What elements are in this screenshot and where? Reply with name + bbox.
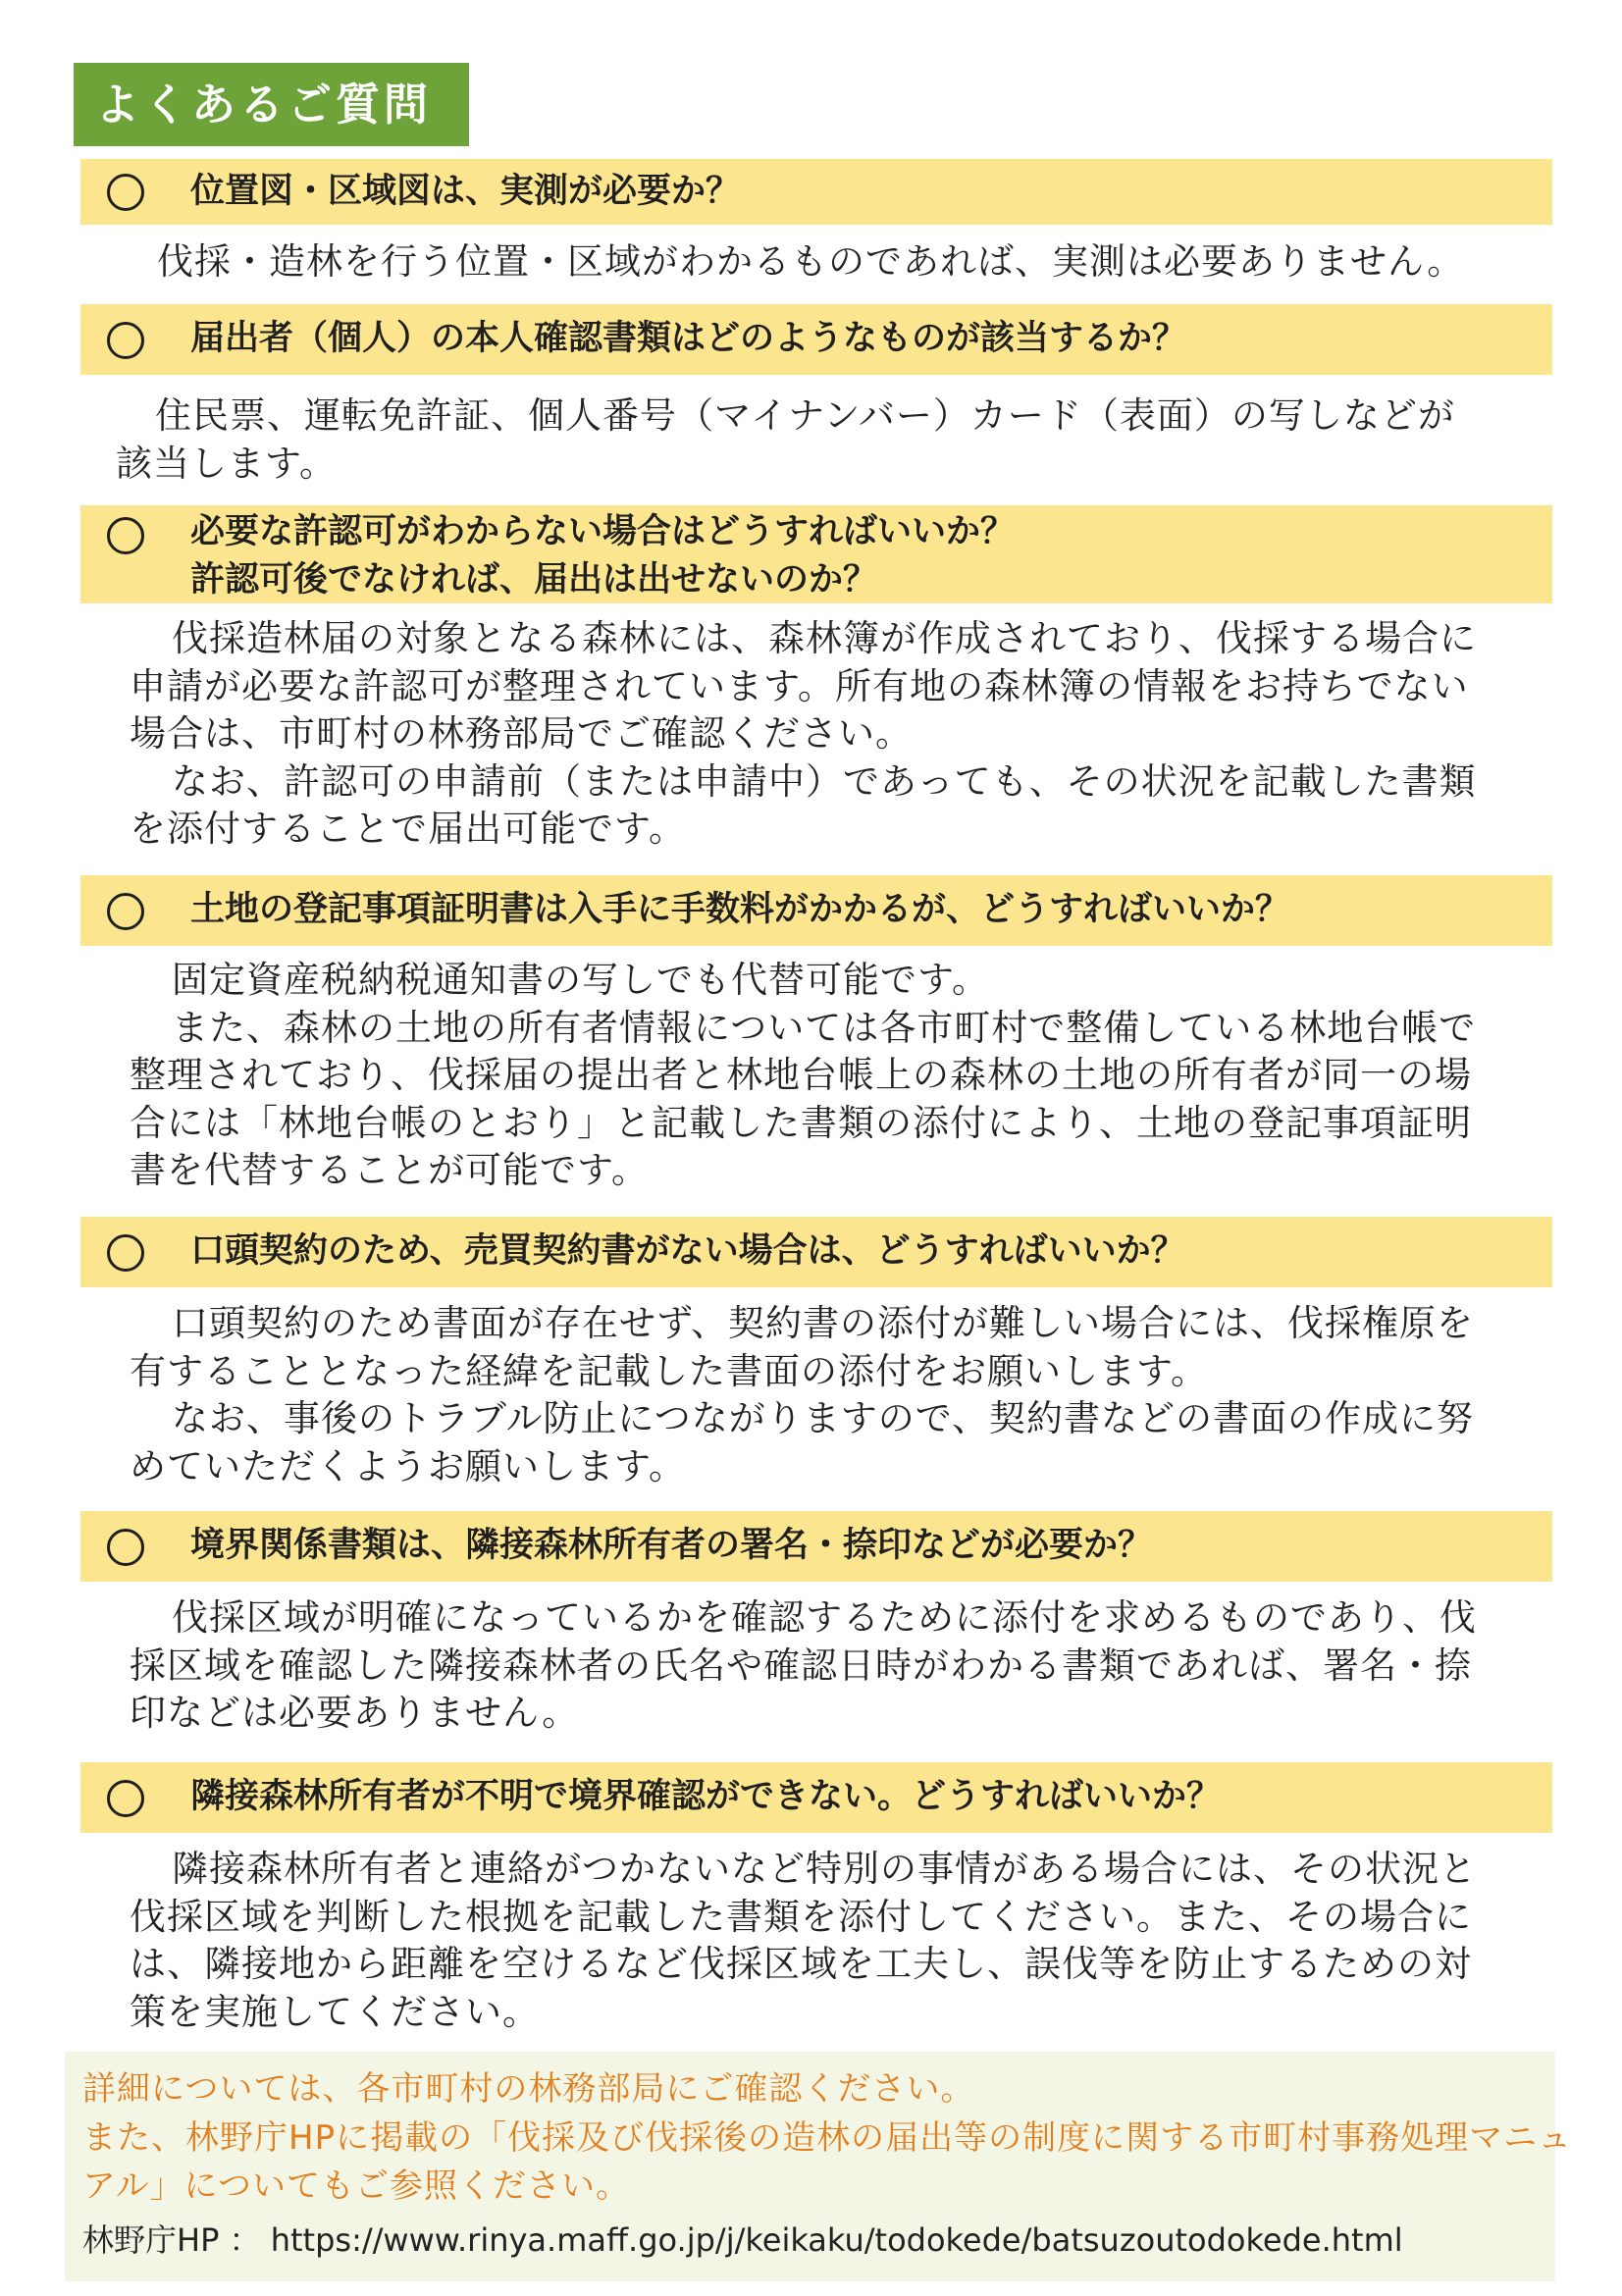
answer-text <box>130 1594 1562 1738</box>
answer-line: 策を実施してください。 <box>130 1990 540 2033</box>
question-text: 隣接森林所有者が不明で境界確認ができない。どうすればいいか？ <box>190 1777 1222 1816</box>
answer-line: 住民票、運転免許証、個人番号（マイナンバー）カード（表面）の写しなどが <box>155 394 1455 437</box>
page-title: よくあるご質問 <box>74 63 469 146</box>
question-text: 許認可後でなければ、届出は出せないのか？ <box>190 560 878 600</box>
circle-bullet-icon <box>107 1529 144 1566</box>
answer-text <box>116 392 1558 488</box>
question-text: 土地の登記事項証明書は入手に手数料がかかるが、どうすればいいか？ <box>190 890 1290 929</box>
answer-line: 有することとなった経緯を記載した書面の添付をお願いします。 <box>130 1349 1209 1392</box>
footer-note-line: また、林野庁HPに掲載の「伐採及び伐採後の造林の届出等の制度に関する市町村事務処理マニュ <box>82 2118 1573 2158</box>
answer-line: 固定資産税納税通知書の写しでも代替可能です。 <box>172 959 990 1001</box>
answer-text <box>157 238 1590 287</box>
answer-line: なお、許認可の申請前（または申請中）であっても、その状況を記載した書類 <box>172 759 1477 803</box>
answer-line: 口頭契約のため書面が存在せず、契約書の添付が難しい場合には、伐採権原を <box>172 1302 1475 1344</box>
question-text: 必要な許認可がわからない場合はどうすればいいか？ <box>190 512 1016 551</box>
answer-line: 整理されており、伐採届の提出者と林地台帳上の森林の土地の所有者が同一の場 <box>130 1054 1472 1096</box>
answer-line: 場合は、市町村の林務部局でご確認ください。 <box>130 712 913 755</box>
answer-line: 申請が必要な許認可が整理されています。所有地の森林簿の情報をお持ちでない <box>130 664 1469 707</box>
question-bar <box>80 304 1552 375</box>
answer-line: 伐採・造林を行う位置・区域がわかるものであれば、実測は必要ありません。 <box>157 240 1465 283</box>
answer-line: 隣接森林所有者と連絡がつかないなど特別の事情がある場合には、その状況と <box>172 1848 1477 1890</box>
circle-bullet-icon <box>107 893 144 930</box>
answer-line: 伐採造林届の対象となる森林には、森林簿が作成されており、伐採する場合に <box>172 617 1477 659</box>
circle-bullet-icon <box>107 1780 144 1817</box>
answer-text <box>130 615 1562 854</box>
answer-text <box>130 1846 1562 2036</box>
answer-line: めていただくようお願いします。 <box>130 1444 687 1487</box>
answer-line: 書を代替することが可能です。 <box>130 1149 650 1191</box>
answer-line: なお、事後のトラブル防止につながりますので、契約書などの書面の作成に努 <box>172 1397 1475 1439</box>
question-bar <box>80 159 1552 225</box>
answer-text <box>130 957 1562 1195</box>
question-text: 位置図・区域図は、実測が必要か？ <box>190 172 741 211</box>
question-bar <box>80 1217 1552 1287</box>
answer-line: 印などは必要ありません。 <box>130 1692 580 1734</box>
footer-note-line: アル」についてもご参照ください。 <box>82 2166 630 2206</box>
circle-bullet-icon <box>107 174 144 211</box>
question-text: 届出者（個人）の本人確認書類はどのようなものが該当するか？ <box>190 319 1187 358</box>
answer-line: 採区域を確認した隣接森林者の氏名や確認日時がわかる書類であれば、署名・捺 <box>130 1644 1472 1687</box>
answer-line: 該当します。 <box>116 442 338 485</box>
circle-bullet-icon <box>107 1234 144 1272</box>
answer-line: 伐採区域が明確になっているかを確認するために添付を求めるものであり、伐 <box>172 1596 1477 1639</box>
question-bar <box>80 505 1552 603</box>
answer-line: 合には「林地台帳のとおり」と記載した書類の添付により、土地の登記事項証明 <box>130 1101 1472 1144</box>
answer-line: 伐採区域を判断した根拠を記載した書類を添付してください。また、その場合に <box>130 1895 1472 1938</box>
question-bar <box>80 875 1552 946</box>
rinya-hp-url[interactable]: 林野庁HP ： https://www.rinya.maff.go.jp/j/keikaku/todokede/batsuzoutodokede.html <box>82 2221 1403 2259</box>
circle-bullet-icon <box>107 517 144 554</box>
question-bar <box>80 1511 1552 1582</box>
answer-line: を添付することで届出可能です。 <box>130 808 687 850</box>
answer-line: また、森林の土地の所有者情報については各市町村で整備している林地台帳で <box>172 1006 1477 1049</box>
question-text: 境界関係書類は、隣接森林所有者の署名・捺印などが必要か？ <box>190 1526 1153 1565</box>
question-bar <box>80 1762 1552 1833</box>
question-text: 口頭契約のため、売買契約書がない場合は、どうすればいいか？ <box>190 1231 1185 1271</box>
answer-text <box>130 1300 1562 1490</box>
answer-line: は、隣接地から距離を空けるなど伐採区域を工夫し、誤伐等を防止するための対 <box>130 1943 1472 1985</box>
circle-bullet-icon <box>107 322 144 359</box>
footer-note-line: 詳細については、各市町村の林務部局にご確認ください。 <box>82 2069 975 2109</box>
